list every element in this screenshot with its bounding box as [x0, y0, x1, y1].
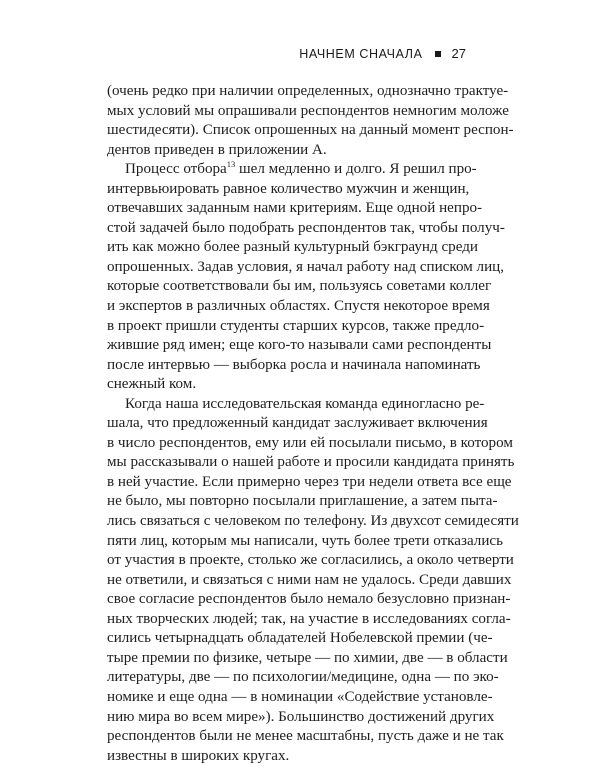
body-text	[107, 82, 519, 766]
running-head	[299, 46, 466, 61]
paragraph	[107, 159, 505, 395]
text-line: известны в широких кругах.	[107, 747, 290, 764]
square-bullet-icon	[435, 51, 441, 57]
text-line: ить как можно более разный культурный бэкграунд среди	[107, 239, 478, 256]
text-line: интервьюировать равное количество мужчин и женщин,	[107, 180, 470, 197]
text-line: которые соответствовали бы им, пользуясь советами коллег	[107, 278, 492, 295]
text-line: жившие ряд имен; еще кого-то называли сами респонденты	[107, 337, 492, 354]
text-line: не ответили, и связаться с ними нам не удалось. Среди давших	[107, 571, 512, 588]
text-line: опрошенных. Задав условия, я начал работу над списком лиц,	[107, 258, 504, 275]
text-line: стой задачей было подобрать респондентов так, чтобы получ-	[107, 219, 505, 236]
text-line: тыре премии по физике, четыре — по химии, две — в области	[107, 649, 508, 666]
text-line: не было, мы повторно посылали приглашение, а затем пыта-	[107, 493, 498, 510]
text-line: мы рассказывали о нашей работе и просили кандидата принять	[107, 454, 515, 471]
text-line: (очень редко при наличии определенных, однозначно трактуе-	[107, 83, 509, 99]
text-line: после интервью — выборка росла и начинала напоминать	[107, 356, 481, 373]
text-line: свое согласие респондентов было немало безусловно признан-	[107, 591, 511, 608]
text-line: сились четырнадцать обладателей Нобелевской премии (че-	[107, 630, 493, 647]
text-line: отвечавших заданным нами критериям. Еще одной непро-	[107, 200, 483, 217]
text-line: в проект пришли студенты старших курсов, также предло-	[107, 317, 485, 334]
text-line: от участия в проекте, столько же согласились, а около четверти	[107, 552, 514, 569]
text-line: литературы, две — по психологии/медицине, одна — по эко-	[107, 669, 499, 686]
text-line: шестидесяти). Список опрошенных на данный момент респон-	[107, 122, 514, 139]
text-line: лись связаться с человеком по телефону. Из двухсот семидесяти	[107, 513, 519, 530]
text-segment: Процесс отбора	[125, 161, 227, 178]
text-line: шала, что предложенный кандидат заслуживает включения	[107, 415, 488, 432]
running-title: НАЧНЕМ СНАЧАЛА	[299, 46, 423, 61]
text-line: ных творческих людей; так, на участие в исследованиях согла-	[107, 610, 511, 627]
text-line: в число респондентов, ему или ей посылали письмо, в котором	[107, 434, 513, 451]
text-line: номике и еще одна — в номинации «Содействие установле-	[107, 688, 493, 705]
text-line: снежный ком.	[107, 376, 197, 393]
footnote-marker: 13	[226, 159, 236, 170]
text-line: в ней участие. Если примерно через три недели ответа все еще	[107, 473, 512, 490]
text-segment: шел медленно и долго. Я решил про-	[235, 161, 477, 178]
paragraph	[107, 395, 519, 766]
text-line: Когда наша исследовательская команда единогласно ре-	[125, 395, 485, 412]
text-line: респондентов были не менее масштабны, пусть даже и не так	[107, 728, 504, 745]
text-line: и экспертов в различных областях. Спустя некоторое время	[107, 298, 490, 315]
text-line: дентов приведен в приложении А.	[107, 141, 327, 158]
paragraph	[107, 82, 514, 160]
text-line: мых условий мы опрашивали респондентов немногим моложе	[107, 102, 509, 119]
text-line: нию мира во всем мире»). Большинство достижений других	[107, 708, 495, 725]
page-number: 27	[451, 46, 466, 61]
text-line	[107, 159, 477, 180]
text-line: пяти лиц, которым мы написали, чуть более трети отказались	[107, 532, 503, 549]
